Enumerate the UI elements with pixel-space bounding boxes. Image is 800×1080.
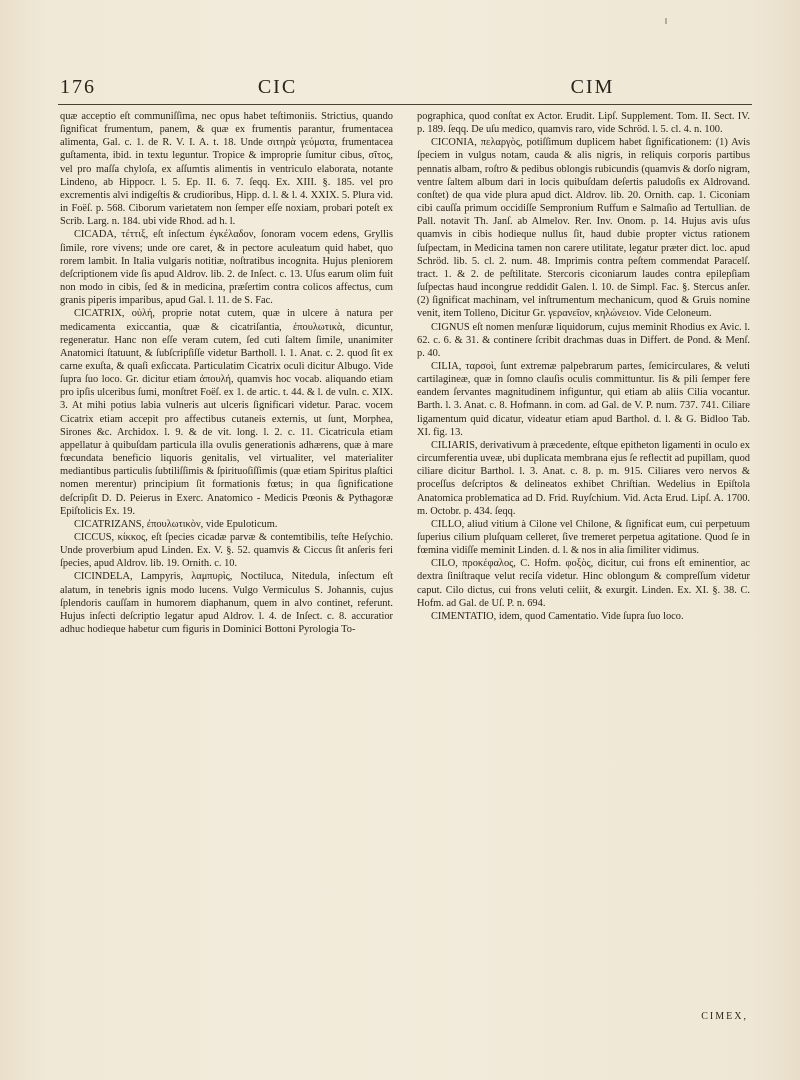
entry-cicatrix: CICATRIX, οὐλή, proprie notat cutem, quæ in ulcere à natura per medicamenta exiccantia, quæ & cicatriſantia, ἐπουλωτικὰ, dicuntur, regeneratur. Hanc non eſſe veram cutem, ſed cuti ſaltem ſimile, unanimiter Anatomici ſtatuunt, & ſubſcripſiſſe videtur Bartholl. l. 1. Anat. c. 2. quod ſit ex carne exuſta, & quaſi exſiccata. Particulatim Cicatrix oculi dicitur Albugo. Vide ſupra ſuo loco. Gr. dicitur etiam ἀπουλή, quamvis hoc vocab. aliquando etiam pro ipſis ulceribus ſumi, monſtret Foëſ. ex 1. de artic. t. 44. & l. de vuln. c. XIX. 3. At mihi potius labia vulneris aut ulceris ſignificari videtur. Parac. vocem Cicatrix etiam accepit pro affectibus cutaneis externis, ut ſunt, Morphea, Sirones &c. Archidox. l. 9. & de vit. long. l. 2. c. 11. Cicatricula etiam appellatur à quibuſdam particula illa ovulis generationis adhærens, quæ à mare fœcundata beneficio liquoris genitalis, vel virtualiter, vel materialiter mediantibus particulis ſubtiliſſimis & ſpirituoſiſſimis (quæ etiam Spiritus plaſtici nomen merentur) principium ſit formationis fœtus; in qua ſignificatione deſcripſit D. D. Peierus in Exerc. Anatomico - Medicis Pœonis & Pythagoræ Epiſtolicis Ex. 19. [60,308,393,517]
entry-cicada: CICADA, τέττιξ, eſt inſectum ἐγκέλαδον, ſonoram vocem edens, Gryllis ſimile, rore vivens; unde ore caret, & in pectore aculeatum quid habet, quo rorem lambit. In Italia vulgaris notitiæ, noſtratibus incognita. Hujus pleniorem deſcriptionem vide ſis apud Aldrov. lib. 2. de Inſect. c. 13. Uſus earum olim fuit non modo in cibis, ſed & in medicina, præſertim contra colicos affectus, cum granis piperis imparibus, apud Gal. l. 11. de S. Fac. [60,229,393,307]
page-number: 176 [60,76,96,98]
catchword: CIMEX, [701,1011,748,1022]
entry-ciccus: CICCUS, κίκκος, eſt ſpecies cicadæ parvæ & contemtibilis, teſte Heſychio. Unde proverbium apud Linden. Ex. V. §. 52. quamvis & Ciccus ſit anſeris feri ſpecies, apud Aldrov. lib. 19. Ornith. c. 10. [60,532,393,570]
entry-paragraph: pographica, quod conſtat ex Actor. Erudit. Lipſ. Supplement. Tom. II. Sect. IV. p. 189. ſeqq. De uſu medico, quamvis raro, vide Schröd. l. 5. cl. 4. n. 100. [417,111,750,136]
entry-cilo: CILO, προκέφαλος, C. Hofm. φοξὸς, dicitur, cui frons eſt eminentior, ac dextra ſiniſtraque velut reciſa videtur. Hinc oblongum & compreſſum videtur caput. Cilo dictus, cui frons veluti celiit, & exurgit. Linden. Ex. XI. §. 38. C. Hofm. ad Gal. de Uſ. P. n. 694. [417,558,750,609]
entry-ciliaris: CILIARIS, derivativum à præcedente, eſtque epitheton ligamenti in oculo ex circumferentia uveæ, ubi duplicata membrana ejus ſe reflectit ad pupillam, quod ciliare dicitur Barthol. l. 3. Anat. c. 8. p. m. 915. Ciliares vero nervos & proceſſus deſcriptos & delineatos exhibet Chriſtian. Wedelius in Epiſtola Anatomica problematica ad D. Frid. Ruyſchium. Vid. Acta Erud. Lipſ. A. 1700. m. Octobr. p. 434. ſeqq. [417,439,750,517]
entry-cicatrizans: CICATRIZANS, ἐπουλωτικὸν, vide Epuloticum. [74,518,278,530]
entry-cilia: CILIA, ταρσοὶ, ſunt extremæ palpebrarum partes, ſemicirculares, & veluti cartilagineæ, quæ in ſomno clauſis oculis committuntur. Iis & pili ſemper fere eandem ſervantes magnitudinem infiguntur, qui etiam ab aliis Cilia vocantur. Barth. l. 3. Anat. c. 8. Hofmann. in com. ad Gal. de V. P. num. 737. 741. Ciliare ligamentum quid dicatur, videatur etiam apud Barthol. d. l. & G. Bidloo Tab. XI. fig. 13. [417,360,750,438]
entry-cimentatio: CIMENTATIO, idem, quod Camentatio. Vide ſupra ſuo loco. [431,610,684,622]
guide-word-left: CIC [257,76,298,98]
header-rule [58,104,752,105]
entry-ciconia: CICONIA, πελαργὸς, potiſſimum duplicem habet ſignificationem: (1) Avis ſpeciem in vulgus notam, cauda & alis nigris, in reliquis corporis partibus pennatis albam, roſtro & pedibus oblongis rubicundis (quamvis & dorſo nigram, ventre ſaltem album dari in locis quibuſdam deſertis paludoſis ex Aldrovand. conſtet) de qua vide plura apud dict. Aldrov. lib. 20. Ornith. cap. 1. Ciconiam cibi cauſſa primum occidiſſe Sempronium Ruffum e Salmaſio ad Tertullian. de Pall. notavit Th. Janſ. ab Almelov. Rer. Inv. Onom. p. 14. Hujus avis uſus quamvis in cibis hodieque nullus ſit, haud dubie propter victus rationem ſuſpectam, in Medicina tamen non carere utilitate, legatur præter dict. loc. apud Schröd. lib. 5. cl. 2. num. 48. Imprimis contra peſtem commendat Paracelſ. tract. 1. & 2. de peſtilitate. Stercoris ciconiarum laudes contra epilepſiam ſuſpectas haud incongrue reddidit Galen. l. 10. de Simpl. Fac. §. Stercus anſer. (2) ſignificat machinam, vel inſtrumentum mechanicum, quod & Gruis nomine venit, item Tolleno, Dicitur Gr. γερανεῖον, κηλώνειον. Vide Celoneum. [417,137,750,320]
entry-cignus: CIGNUS eſt nomen menſuræ liquidorum, cujus meminit Rhodius ex Avic. l. 62. c. 6. & 31. & continere ſcribit drachmas duas in Differt. de Pond. & Menſ. p. 40. [417,321,750,359]
guide-word-right: CIM [570,76,615,98]
entry-paragraph: quæ acceptio eſt communiſſima, nec opus habet teſtimoniis. Strictius, quando ſignificat frumentum, panem, & quæ ex frumentis parantur, frumentacea alimenta, Gal. c. 1. de R. V. I. A. t. 18. Unde σιτηρὰ γεύματα, frumentacea guſtamenta, ibid. in textu leguntur. Tropice & improprie ſumitur cibus, σῖτος, vel pro maſſa chyloſa, ex aſſumtis alimentis in ventriculo elaborata, notante Lindeno, ab Hippocr. l. 5. Ep. II. 6. 7. ſeqq. Ex. XIII. §. 185. vel pro excrementis alvi indigeſtis & crudioribus, Hipp. d. l. & l. 4. XXIX. 5. Plura vid. in Foëſ. p. 568. Ciborum varietatem non ſemper eſſe noxiam, probari poteſt ex Scrib. Larg. n. 184. ubi vide Rhod. ad h. l. [60,111,393,228]
entry-cillo: CILLO, aliud vitium à Cilone vel Chilone, & ſignificat eum, cui perpetuum ſuperius cilium pluſquam celleret, ſive tremeret perpetua agitatione. Quod ſe in fœmina vidiſſe meminit Linden. d. l. & nos in alia ſimiliter vidimus. [417,518,750,557]
entry-cicindela: CICINDELA, Lampyris, λαμπυρὶς, Noctiluca, Nitedula, inſectum eſt alatum, in tenebris ignis modo lucens. Vulgo Vermiculus S. Johannis, cujus ſplendoris cauſſam in humorem diaphanum, quem in alvo continet, referunt. Hujus inſecti deſcriptio legatur apud Aldrov. l. 4. de Inſect. c. 8. accuratior adhuc hodieque habetur cum figuris in Dominici Bottoni Pyrologia To- [60,571,393,636]
page-mark [665,18,667,24]
running-header [60,76,750,106]
left-column [60,110,393,1052]
right-column [417,110,750,1052]
two-column-text [60,110,750,1052]
